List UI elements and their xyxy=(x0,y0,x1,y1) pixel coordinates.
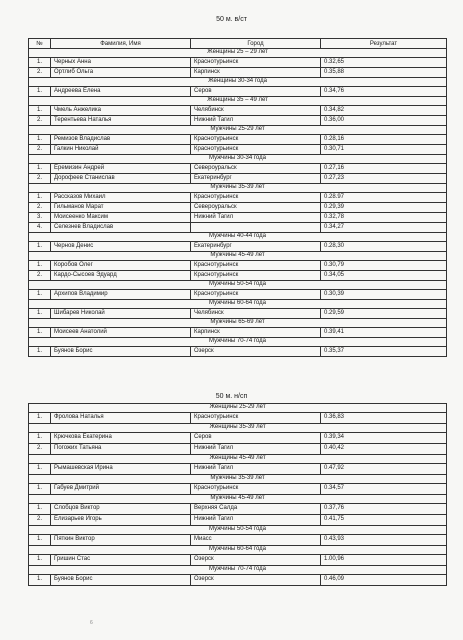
cell-result: 0.28.97 xyxy=(321,193,447,203)
cell-result: 0.28,30 xyxy=(321,242,447,252)
table-row xyxy=(29,290,447,300)
cell-result: 0.27,16 xyxy=(321,164,447,174)
table-row xyxy=(29,464,447,475)
table-row xyxy=(29,515,447,526)
cell-number: 1. xyxy=(29,413,51,424)
table-row xyxy=(29,242,447,252)
cell-name: Ортлиб Ольга xyxy=(51,68,191,78)
cell-name: Моисеенко Максим xyxy=(51,213,191,223)
cell-number: 1. xyxy=(29,242,51,252)
cell-name: Пяткин Виктор xyxy=(51,535,191,546)
cell-city: Краснотурьинск xyxy=(191,484,321,495)
cell-number: 1. xyxy=(29,164,51,174)
table-row xyxy=(29,444,447,455)
group-label: Женщины 35-39 лет xyxy=(29,424,447,433)
column-header-name: Фамилия, Имя xyxy=(51,39,191,49)
cell-result: 0.32,78 xyxy=(321,213,447,223)
cell-name: Фролова Наталья xyxy=(51,413,191,424)
cell-name: Кардо-Сысоев Эдуард xyxy=(51,271,191,281)
group-header-row xyxy=(29,126,447,135)
cell-number: 1. xyxy=(29,290,51,300)
group-header-row xyxy=(29,424,447,433)
cell-result: 0.29,39 xyxy=(321,203,447,213)
column-header-city: Город xyxy=(191,39,321,49)
cell-result: 0.34,57 xyxy=(321,484,447,495)
cell-name: Черных Анна xyxy=(51,58,191,68)
cell-number: 1. xyxy=(29,575,51,586)
cell-city: Карпинск xyxy=(191,68,321,78)
group-label: Женщины 45-49 лет xyxy=(29,455,447,464)
cell-city: Нижний Тагил xyxy=(191,116,321,126)
cell-number: 2. xyxy=(29,203,51,213)
table-row xyxy=(29,213,447,223)
cell-result: 0.36,00 xyxy=(321,116,447,126)
cell-name: Галкин Николай xyxy=(51,145,191,155)
cell-number: 1. xyxy=(29,58,51,68)
table-row xyxy=(29,203,447,213)
group-header-row xyxy=(29,495,447,504)
cell-result: 1.00,96 xyxy=(321,555,447,566)
group-label: Мужчины 70-74 года xyxy=(29,566,447,575)
table-body xyxy=(29,49,447,357)
cell-name: Елизарьев Игорь xyxy=(51,515,191,526)
cell-city: Челябинск xyxy=(191,309,321,319)
cell-city: Озерск xyxy=(191,347,321,357)
table-row xyxy=(29,193,447,203)
group-header-row xyxy=(29,319,447,328)
cell-number: 1. xyxy=(29,328,51,338)
cell-city: Краснотурьинск xyxy=(191,193,321,203)
cell-name: Архипов Владимир xyxy=(51,290,191,300)
group-header-row xyxy=(29,184,447,193)
cell-number: 1. xyxy=(29,261,51,271)
cell-city: Краснотурьинск xyxy=(191,271,321,281)
group-header-row xyxy=(29,404,447,413)
results-table-freestyle xyxy=(28,38,447,357)
group-header-row xyxy=(29,78,447,87)
table-row xyxy=(29,484,447,495)
cell-name: Еремизин Андрей xyxy=(51,164,191,174)
group-label: Мужчины 60-64 года xyxy=(29,546,447,555)
group-label: Мужчины 70-74 года xyxy=(29,338,447,347)
cell-number: 1. xyxy=(29,535,51,546)
cell-city: Североуральск xyxy=(191,203,321,213)
cell-name: Андреева Елена xyxy=(51,87,191,97)
cell-city: Краснотурьинск xyxy=(191,290,321,300)
group-label: Мужчины 30-34 года xyxy=(29,155,447,164)
table-row xyxy=(29,309,447,319)
table-row xyxy=(29,223,447,233)
cell-name: Рассказов Михаил xyxy=(51,193,191,203)
cell-number: 1. xyxy=(29,87,51,97)
cell-number: 2. xyxy=(29,116,51,126)
table-row xyxy=(29,261,447,271)
cell-name: Габуев Дмитрий xyxy=(51,484,191,495)
cell-result: 0.34,76 xyxy=(321,87,447,97)
cell-city xyxy=(191,223,321,233)
cell-result: 0.27,23 xyxy=(321,174,447,184)
group-header-row xyxy=(29,155,447,164)
cell-result: 0.46,09 xyxy=(321,575,447,586)
group-label: Мужчины 60-64 года xyxy=(29,300,447,309)
table-row xyxy=(29,575,447,586)
table-body xyxy=(29,404,447,586)
group-label: Женщины 35 – 49 лет xyxy=(29,97,447,106)
cell-number: 1. xyxy=(29,464,51,475)
cell-name: Селезнев Владислав xyxy=(51,223,191,233)
cell-number: 1. xyxy=(29,309,51,319)
group-label: Мужчины 40-44 года xyxy=(29,233,447,242)
cell-result: 0.34,27 xyxy=(321,223,447,233)
group-label: Мужчины 65-69 лет xyxy=(29,319,447,328)
table-row xyxy=(29,433,447,444)
cell-number: 1. xyxy=(29,347,51,357)
table-row xyxy=(29,145,447,155)
group-header-row xyxy=(29,97,447,106)
cell-city: Североуральск xyxy=(191,164,321,174)
cell-city: Карпинск xyxy=(191,328,321,338)
cell-city: Серов xyxy=(191,433,321,444)
cell-number: 3. xyxy=(29,213,51,223)
cell-result: 0.36,83 xyxy=(321,413,447,424)
group-header-row xyxy=(29,475,447,484)
cell-result: 0.35,88 xyxy=(321,68,447,78)
cell-number: 2. xyxy=(29,515,51,526)
cell-name: Моисеев Анатолий xyxy=(51,328,191,338)
cell-result: 0.28,16 xyxy=(321,135,447,145)
table-row xyxy=(29,271,447,281)
cell-city: Краснотурьинск xyxy=(191,413,321,424)
group-header-row xyxy=(29,281,447,290)
table-row xyxy=(29,347,447,357)
table-row xyxy=(29,87,447,97)
cell-result: 0.29,59 xyxy=(321,309,447,319)
cell-name: Гильманов Марат xyxy=(51,203,191,213)
cell-number: 1. xyxy=(29,484,51,495)
cell-result: 0.40,42 xyxy=(321,444,447,455)
cell-result: 0.34,82 xyxy=(321,106,447,116)
group-label: Мужчины 45-49 лет xyxy=(29,495,447,504)
cell-result: 0.30,79 xyxy=(321,261,447,271)
group-label: Мужчины 35-39 лет xyxy=(29,475,447,484)
group-label: Мужчины 45-49 лет xyxy=(29,252,447,261)
cell-number: 2. xyxy=(29,145,51,155)
cell-name: Слобцов Виктор xyxy=(51,504,191,515)
cell-number: 2. xyxy=(29,444,51,455)
group-header-row xyxy=(29,300,447,309)
cell-city: Верхняя Салда xyxy=(191,504,321,515)
cell-result: 0.34,05 xyxy=(321,271,447,281)
cell-result: 0.43,93 xyxy=(321,535,447,546)
cell-name: Погожих Татьяна xyxy=(51,444,191,455)
cell-name: Чмель Анжелика xyxy=(51,106,191,116)
group-header-row xyxy=(29,566,447,575)
cell-city: Краснотурьинск xyxy=(191,261,321,271)
cell-city: Нижний Тагил xyxy=(191,464,321,475)
group-label: Женщины 30-34 года xyxy=(29,78,447,87)
table-row xyxy=(29,328,447,338)
column-header-number: № xyxy=(29,39,51,49)
column-header-result: Результат xyxy=(321,39,447,49)
group-header-row xyxy=(29,546,447,555)
table-row xyxy=(29,504,447,515)
group-header-row xyxy=(29,526,447,535)
cell-name: Буянов Борис xyxy=(51,575,191,586)
table-row xyxy=(29,68,447,78)
table-row xyxy=(29,174,447,184)
table-row xyxy=(29,555,447,566)
section-title-backstroke: 50 м. н/сп xyxy=(215,393,248,400)
results-table-backstroke xyxy=(28,403,447,586)
cell-city: Серов xyxy=(191,87,321,97)
cell-result: 0.39,41 xyxy=(321,328,447,338)
table-row xyxy=(29,58,447,68)
cell-result: 0.47,92 xyxy=(321,464,447,475)
cell-city: Нижний Тагил xyxy=(191,515,321,526)
cell-name: Дорофеев Станислав xyxy=(51,174,191,184)
cell-city: Краснотурьинск xyxy=(191,135,321,145)
cell-number: 1. xyxy=(29,504,51,515)
cell-number: 4. xyxy=(29,223,51,233)
section-title-freestyle: 50 м. в/ст xyxy=(216,16,247,23)
cell-city: Миасс xyxy=(191,535,321,546)
cell-result: 0.30,39 xyxy=(321,290,447,300)
cell-result: 0.41,75 xyxy=(321,515,447,526)
group-header-row xyxy=(29,455,447,464)
cell-name: Крючкова Екатерина xyxy=(51,433,191,444)
cell-number: 1. xyxy=(29,193,51,203)
group-header-row xyxy=(29,233,447,242)
group-label: Мужчины 25-29 лет xyxy=(29,126,447,135)
cell-name: Терентьева Наталья xyxy=(51,116,191,126)
table-header-row xyxy=(29,39,447,49)
group-header-row xyxy=(29,338,447,347)
cell-number: 1. xyxy=(29,106,51,116)
group-label: Женщины 25-29 лет xyxy=(29,404,447,413)
cell-result: 0.35,37 xyxy=(321,347,447,357)
table-row xyxy=(29,116,447,126)
cell-name: Гришин Стас xyxy=(51,555,191,566)
cell-number: 2. xyxy=(29,68,51,78)
cell-result: 0.37,76 xyxy=(321,504,447,515)
cell-city: Нижний Тагил xyxy=(191,213,321,223)
page-number: 6 xyxy=(90,620,93,626)
table-row xyxy=(29,135,447,145)
cell-number: 2. xyxy=(29,174,51,184)
table-row xyxy=(29,164,447,174)
cell-city: Челябинск xyxy=(191,106,321,116)
cell-city: Екатеринбург xyxy=(191,242,321,252)
cell-name: Шибарев Николай xyxy=(51,309,191,319)
cell-name: Буянов Борис xyxy=(51,347,191,357)
cell-city: Краснотурьинск xyxy=(191,58,321,68)
cell-city: Нижний Тагил xyxy=(191,444,321,455)
cell-number: 1. xyxy=(29,433,51,444)
group-header-row xyxy=(29,49,447,58)
group-header-row xyxy=(29,252,447,261)
table-row xyxy=(29,413,447,424)
group-label: Женщины 25 – 29 лет xyxy=(29,49,447,58)
table-row xyxy=(29,535,447,546)
cell-result: 0.39,34 xyxy=(321,433,447,444)
cell-result: 0.30,71 xyxy=(321,145,447,155)
table-row xyxy=(29,106,447,116)
cell-name: Чернов Денис xyxy=(51,242,191,252)
cell-name: Рымашевская Ирина xyxy=(51,464,191,475)
cell-city: Озерск xyxy=(191,555,321,566)
group-label: Мужчины 50-54 года xyxy=(29,281,447,290)
cell-number: 2. xyxy=(29,271,51,281)
cell-name: Ремизов Владислав xyxy=(51,135,191,145)
cell-name: Коробов Олег xyxy=(51,261,191,271)
cell-city: Краснотурьинск xyxy=(191,145,321,155)
cell-result: 0.32,65 xyxy=(321,58,447,68)
group-label: Мужчины 50-54 года xyxy=(29,526,447,535)
cell-city: Екатеринбург xyxy=(191,174,321,184)
cell-city: Озерск xyxy=(191,575,321,586)
cell-number: 1. xyxy=(29,555,51,566)
group-label: Мужчины 35-39 лет xyxy=(29,184,447,193)
cell-number: 1. xyxy=(29,135,51,145)
